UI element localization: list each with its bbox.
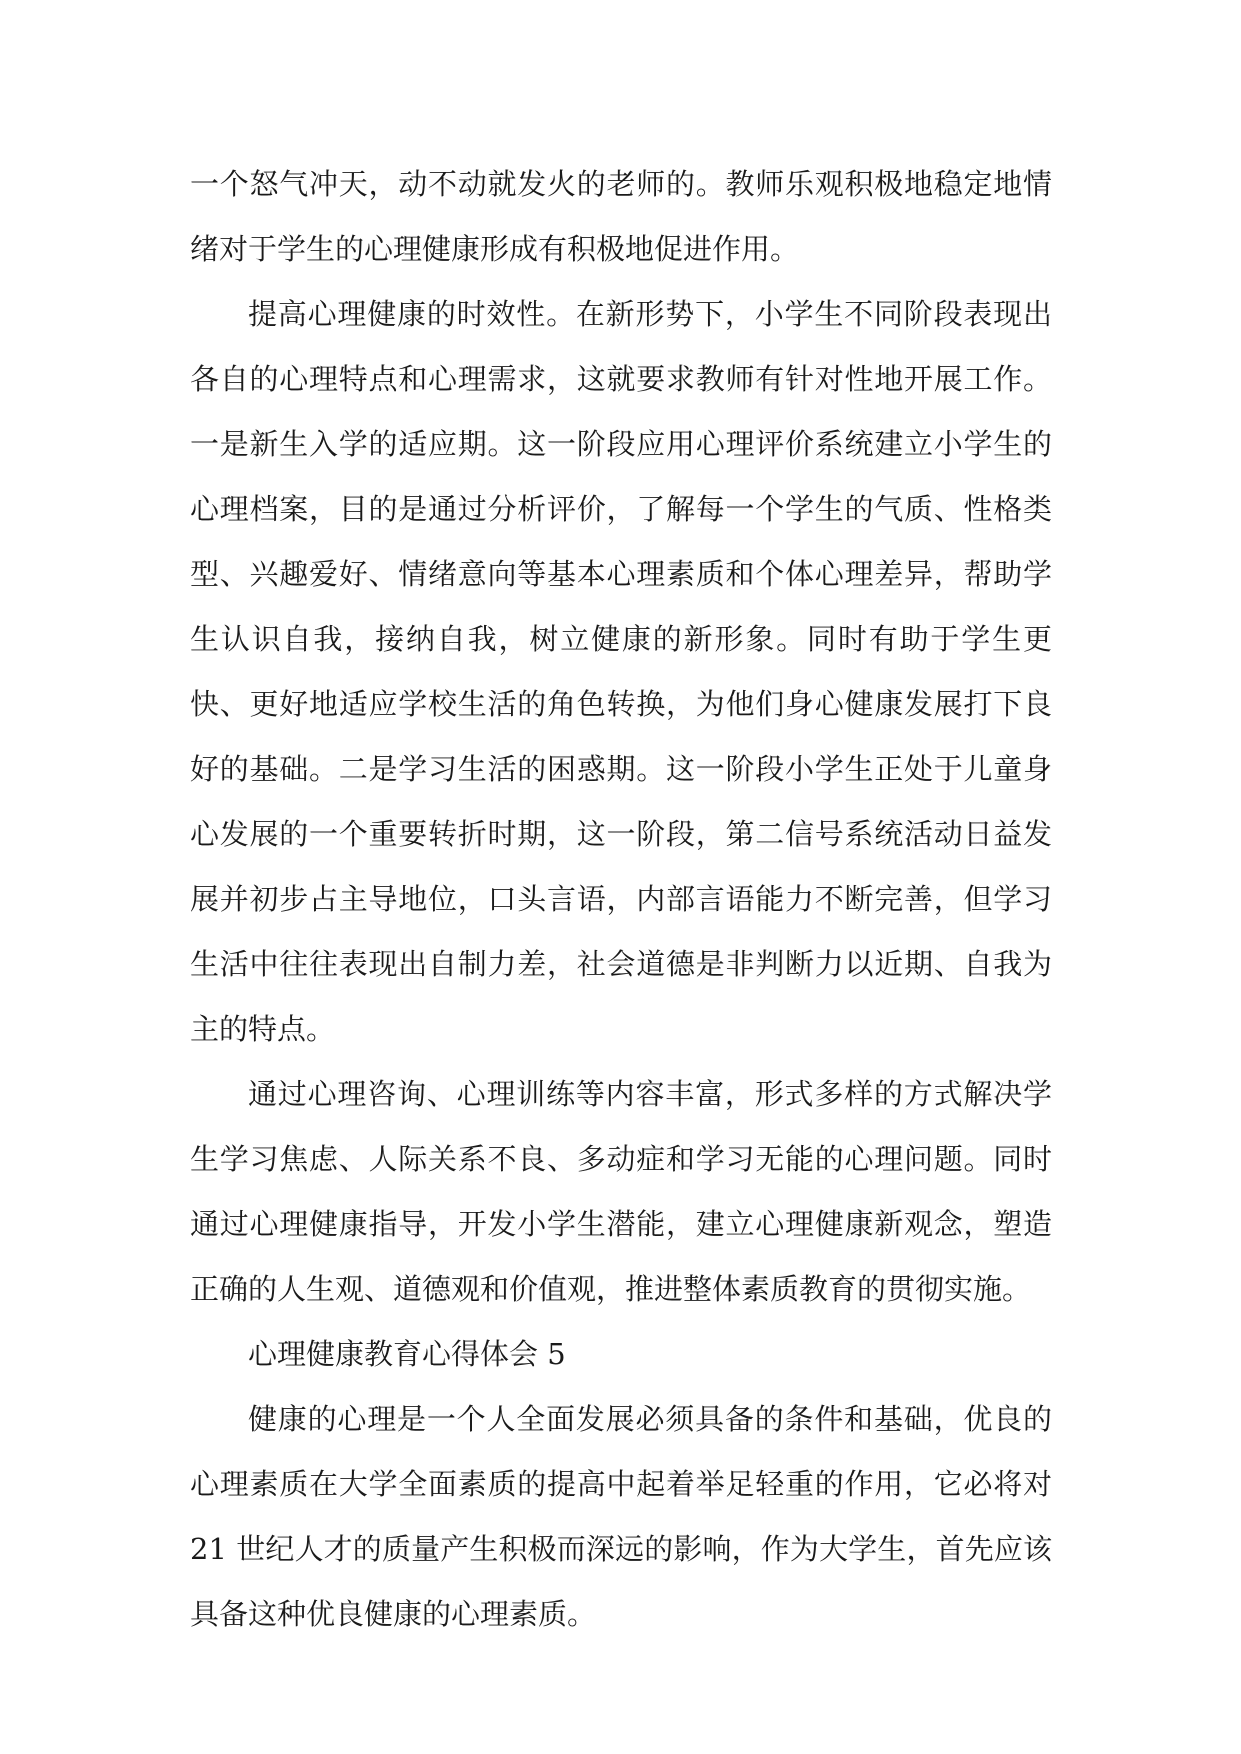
paragraph-continuation: 一个怒气冲天，动不动就发火的老师的。教师乐观积极地稳定地情绪对于学生的心理健康形成有积极地促进作用。 [190, 167, 1052, 266]
document-body [190, 152, 1052, 1647]
paragraph-timeliness: 提高心理健康的时效性。在新形势下，小学生不同阶段表现出各自的心理特点和心理需求，这就要求教师有针对性地开展工作。一是新生入学的适应期。这一阶段应用心理评价系统建立小学生的心理档案，目的是通过分析评价，了解每一个学生的气质、性格类型、兴趣爱好、情绪意向等基本心理素质和个体心理差异，帮助学生认识自我，接纳自我，树立健康的新形象。同时有助于学生更快、更好地适应学校生活的角色转换，为他们身心健康发展打下良好的基础。二是学习生活的困惑期。这一阶段小学生正处于儿童身心发展的一个重要转折时期，这一阶段，第二信号系统活动日益发展并初步占主导地位，口头言语，内部言语能力不断完善，但学习生活中往往表现出自制力差，社会道德是非判断力以近期、自我为主的特点。 [190, 297, 1052, 1046]
paragraph-counseling: 通过心理咨询、心理训练等内容丰富，形式多样的方式解决学生学习焦虑、人际关系不良、多动症和学习无能的心理问题。同时通过心理健康指导，开发小学生潜能，建立心理健康新观念，塑造正确的人生观、道德观和价值观，推进整体素质教育的贯彻实施。 [190, 1077, 1052, 1306]
paragraph-healthy-mind: 健康的心理是一个人全面发展必须具备的条件和基础，优良的心理素质在大学全面素质的提高中起着举足轻重的作用，它必将对 21 世纪人才的质量产生积极而深远的影响，作为大学生，首先应该具备这种优良健康的心理素质。 [190, 1402, 1052, 1631]
section-heading: 心理健康教育心得体会 5 [248, 1337, 566, 1371]
